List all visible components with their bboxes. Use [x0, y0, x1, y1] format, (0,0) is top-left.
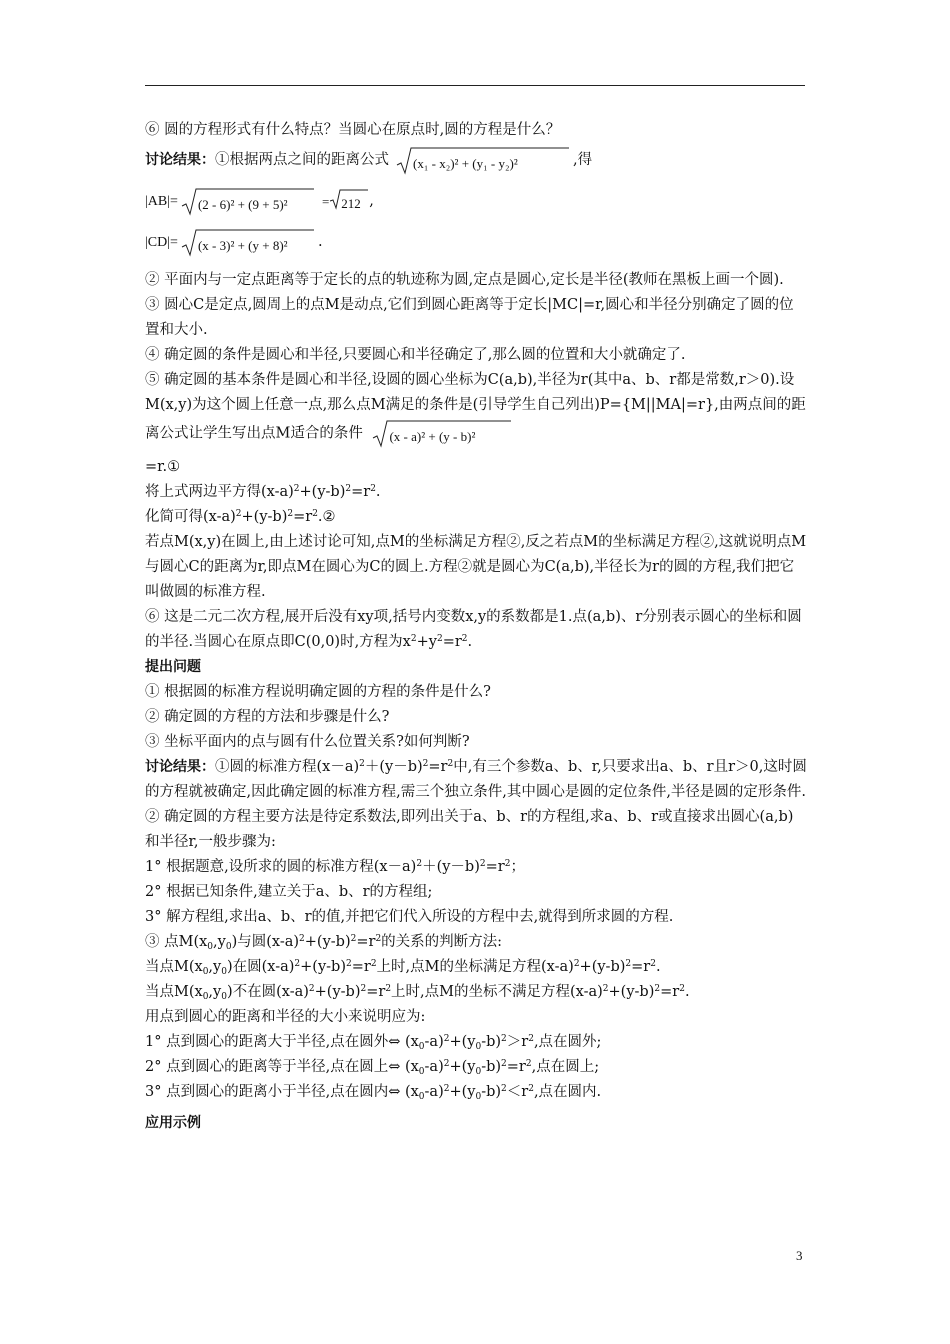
discussion-text: ①根据两点之间的距离公式 [215, 152, 389, 168]
point-5: ⑤ 确定圆的基本条件是圆心和半径,设圆的圆心坐标为C(a,b),半径为r(其中a、b、r都是常数,r＞0).设M(x,y)为这个圆上任意一点,那么点M满足的条件是(引导学生自己列出)P={M||MA|=r},由两点间的距离公式让学生写出点M适合的条件 (x - a)² + (y - b)² [145, 368, 807, 449]
radical-sign-icon [180, 186, 316, 216]
case-on: 2° 点到圆心的距离等于半径,点在圆上⇔ $(x_0-a)^2+(y_0-b)^2=r^2$,点在圆上; [145, 1059, 600, 1077]
distance-method-intro: 用点到圆心的距离和半径的大小来说明应为: [145, 1009, 426, 1025]
sqrt-212: 212 [329, 188, 369, 216]
cd-label: |CD|= [145, 235, 178, 250]
question-item-2: ② 确定圆的方程的方法和步骤是什么? [145, 709, 390, 725]
radical-sign-icon [371, 418, 513, 448]
question-item-1: ① 根据圆的标准方程说明确定圆的方程的条件是什么? [145, 684, 491, 700]
square-both-sides: 将上式两边平方得$(x-a)^2+(y-b)^2=r^2$. [145, 484, 381, 500]
sqrt-ab: (2 - 6)² + (9 + 5)² [180, 186, 318, 217]
sqrt-cd: (x - 3)² + (y + 8)² [180, 227, 318, 258]
ab-label: |AB|= [145, 194, 178, 209]
radical-sign-icon [395, 145, 571, 175]
page-number: 3 [796, 1248, 803, 1263]
step-1: 1° 根据题意,设所求的圆的标准方程$(x-a)^2+(y-b)^2=r^2$； [145, 859, 525, 875]
method-2: ② 确定圆的方程主要方法是待定系数法,即列出关于a、b、r的方程组,求a、b、r或直接求出圆心(a,b)和半径r,一般步骤为: [145, 809, 794, 850]
sqrt-circle-condition: (x - a)² + (y - b)² [371, 418, 515, 449]
discussion-tail: ,得 [573, 152, 593, 168]
case-outside: 1° 点到圆心的距离大于半径,点在圆外⇔ $(x_0-a)^2+(y_0-b)^2>r^2$,点在圆外; [145, 1034, 602, 1052]
point-not-on-circle: 当点$M(x_0,y_0)$不在圆$(x-a)^2+(y-b)^2=r^2$上时,点M的坐标不满足方程$(x-a)^2+(y-b)^2=r^2$. [145, 984, 690, 1002]
radical-sign-icon [329, 188, 369, 210]
point-on-circle: 当点$M(x_0,y_0)$在圆$(x-a)^2+(y-b)^2=r^2$上时,点M的坐标满足方程$(x-a)^2+(y-b)^2=r^2$. [145, 959, 661, 977]
standard-equation-paragraph: 若点M(x,y)在圆上,由上述讨论可知,点M的坐标满足方程②,反之若点M的坐标满足方程②,这就说明点M与圆心C的距离为r,即点M在圆心为C的圆上.方程②就是圆心为C(a,b),半径长为r的圆的方程,我们把它叫做圆的标准方程. [145, 534, 807, 600]
simplify-line: 化简可得$(x-a)^2+(y-b)^2=r^2.②$ [145, 509, 336, 525]
discussion-distance-formula [145, 145, 807, 176]
point-3: ③ 圆心C是定点,圆周上的点M是动点,它们到圆心距离等于定长|MC|=r,圆心和半径分别确定了圆的位置和大小. [145, 297, 794, 338]
step-2: 2° 根据已知条件,建立关于a、b、r的方程组; [145, 884, 433, 900]
question-6: ⑥ 圆的方程形式有什么特点？当圆心在原点时,圆的方程是什么？ [145, 122, 561, 138]
header-rule [145, 85, 805, 86]
ab-distance: |AB|= (2 - 6)² + (9 + 5)² = 212 , [145, 186, 807, 217]
discussion-2: 讨论结果：①圆的标准方程$(x-a)^2+(y-b)^2=r^2$中,有三个参数a、b、r,只要求出a、b、r且r＞0,这时圆的方程就被确定,因此确定圆的标准方程,需三个独立条件,其中圆心是圆的定位条件,半径是圆的定形条件. [145, 759, 807, 800]
radical-sign-icon [180, 227, 316, 257]
sqrt-formula-distance: (x₁ - x₂)² + (y₁ - y₂)² [395, 145, 573, 176]
equation-1: =r.① [145, 459, 181, 475]
point-6: ⑥ 这是二元二次方程,展开后没有xy项,括号内变数x,y的系数都是1.点(a,b)、r分别表示圆心的坐标和圆的半径.当圆心在原点即C(0,0)时,方程为$x^2+y^2=r^2$. [145, 609, 802, 650]
method-3: ③ 点$M(x_0,y_0)$与圆$(x-a)^2+(y-b)^2=r^2$的关系的判断方法: [145, 934, 503, 952]
step-3: 3° 解方程组,求出a、b、r的值,并把它们代入所设的方程中去,就得到所求圆的方程. [145, 909, 674, 925]
discussion-label: 讨论结果： [145, 152, 215, 168]
point-2: ② 平面内与一定点距离等于定长的点的轨迹称为圆,定点是圆心,定长是半径(教师在黑板上画一个圆). [145, 272, 784, 288]
point-4: ④ 确定圆的条件是圆心和半径,只要圆心和半径确定了,那么圆的位置和大小就确定了. [145, 347, 686, 363]
question-item-3: ③ 坐标平面内的点与圆有什么位置关系?如何判断? [145, 734, 470, 750]
section-heading-examples: 应用示例 [145, 1115, 201, 1131]
cd-distance: |CD|= (x - 3)² + (y + 8)² . [145, 227, 807, 258]
case-inside: 3° 点到圆心的距离小于半径,点在圆内⇔ $(x_0-a)^2+(y_0-b)^2<r^2$,点在圆内. [145, 1084, 602, 1102]
page-content [145, 118, 807, 1136]
section-heading-questions: 提出问题 [145, 659, 201, 675]
